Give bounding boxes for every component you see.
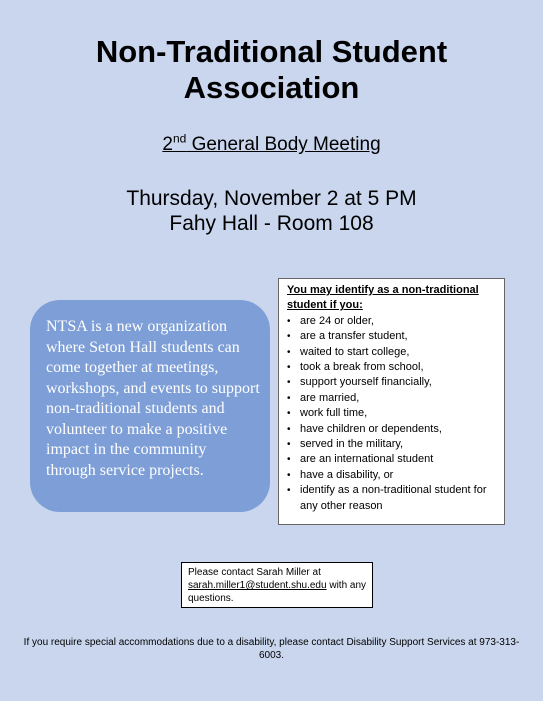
list-item: • work full time,	[287, 406, 498, 421]
meeting-ordinal-number: 2	[162, 134, 173, 156]
contact-line-1: Please contact Sarah Miller at	[188, 567, 321, 578]
meeting-date-time: Thursday, November 2 at 5 PM	[126, 187, 417, 210]
criteria-box	[278, 278, 505, 525]
page-title	[0, 34, 543, 106]
list-item: • have a disability, or	[287, 468, 498, 483]
list-item: • support yourself financially,	[287, 375, 498, 390]
contact-line-2	[188, 579, 368, 605]
meeting-details	[0, 186, 543, 236]
description-box	[30, 300, 270, 512]
title-line-2: Association	[183, 70, 360, 105]
accommodations-notice: If you require special accommodations due to a disability, please contact Disability Support Services at 973-313-6003.	[23, 637, 520, 661]
list-item: • took a break from school,	[287, 360, 498, 375]
contact-email-link[interactable]: sarah.miller1@student.shu.edu	[188, 580, 327, 591]
title-line-1: Non-Traditional Student	[95, 34, 448, 69]
criteria-heading: You may identify as a non-traditional student if you:	[287, 284, 479, 312]
list-item: • are married,	[287, 391, 498, 406]
list-item: • are an international student	[287, 452, 498, 467]
list-item: • identify as a non-traditional student for any other reason	[287, 483, 498, 514]
meeting-ordinal-suffix: nd	[172, 132, 187, 146]
contact-line-2-text: with any questions.	[188, 580, 367, 604]
meeting-heading	[0, 132, 543, 156]
list-item: • have children or dependents,	[287, 422, 498, 437]
meeting-label: General Body Meeting	[186, 134, 381, 156]
meeting-heading-text	[162, 134, 380, 155]
list-item: • waited to start college,	[287, 345, 498, 360]
list-item: • are a transfer student,	[287, 329, 498, 344]
meeting-location: Fahy Hall - Room 108	[169, 212, 374, 235]
description-text: NTSA is a new organization where Seton Hall students can come together at meetings, workshops, and events to support non-traditional students and volunteer to make a positive impact in the community through service projects.	[46, 318, 260, 479]
contact-box	[181, 562, 373, 608]
list-item: • are 24 or older,	[287, 314, 498, 329]
list-item: • served in the military,	[287, 437, 498, 452]
criteria-list	[287, 314, 498, 514]
